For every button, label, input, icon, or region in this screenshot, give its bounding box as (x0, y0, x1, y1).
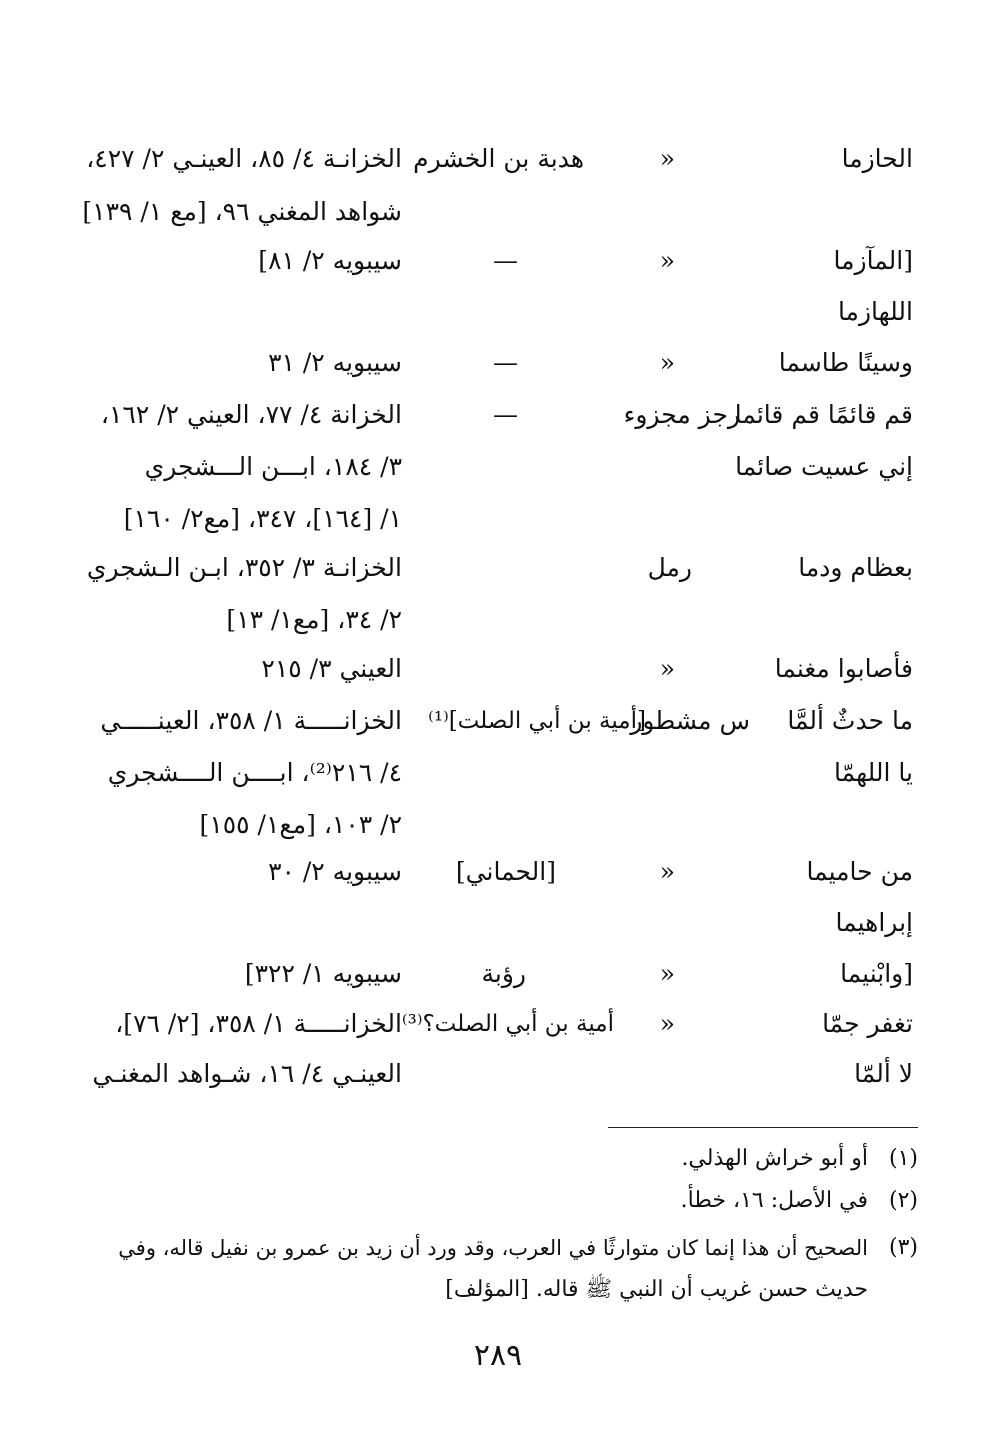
meter-cell: رمل (647, 553, 692, 582)
verse-cell: لا ألمّا (854, 1059, 913, 1088)
source-line: الخزانـة ٣/ ٣٥٢، ابـن الـشجري (86, 553, 402, 582)
poet-cell: — (493, 246, 518, 275)
page-number: ٢٨٩ (473, 1338, 523, 1373)
source-line: سيبويه ٢/ ٣١ (268, 348, 402, 377)
source-line: سيبويه ١/ ٣٢٢] (244, 959, 402, 988)
source-line: سيبويه ٢/ ٣٠ (268, 857, 402, 886)
verse-cell: بعظام ودما (798, 553, 913, 582)
poet-cell: رؤبة (481, 959, 526, 988)
source-line: ٢/ ١٠٣، [مع١/ ١٥٥] (199, 810, 402, 839)
footnote-number: (٣) (888, 1235, 918, 1260)
verse-cell: قم قائمًا قم قائما (734, 400, 913, 429)
verse-cell: [المآزما (833, 246, 913, 275)
verse-cell: الحازما (841, 144, 913, 173)
footnote-text: في الأصل: ١٦، خطأ. (680, 1188, 868, 1213)
meter-cell: س مشطور (630, 706, 750, 735)
verse-cell: إبراهيما (835, 908, 913, 937)
meter-cell: « (659, 246, 675, 275)
footnote-text: الصحيح أن هذا إنما كان متوارثًا في العرب، وقد ورد أن زيد بن عمرو بن نفيل قاله، وفي (118, 1236, 868, 1260)
meter-cell: رجز مجزوء (623, 400, 740, 429)
meter-cell: « (659, 1009, 675, 1038)
footnote-number: (٢) (888, 1188, 918, 1213)
footnote-text: أو أبو خراش الهذلي. (681, 1146, 868, 1171)
verse-cell: اللهازما (837, 297, 913, 326)
source-line: ٤/ ٢١٦⁽²⁾، ابــــن الــــشجري (107, 758, 402, 787)
source-line: ١/ [١٦٤]، ٣٤٧، [مع٢/ ١٦٠] (123, 504, 402, 533)
source-line: ٢/ ٣٤، [مع١/ ١٣] (226, 605, 402, 634)
verse-cell: تغفر جمّا (822, 1009, 913, 1038)
footnote-text: حديث حسن غريب أن النبي ﷺ قاله. [المؤلف] (445, 1277, 868, 1302)
poet-cell: — (493, 400, 518, 429)
meter-cell: « (659, 654, 675, 683)
source-line: شواهد المغني ٩٦، [مع ١/ ١٣٩] (82, 197, 402, 226)
verse-cell: ما حدثٌ ألمَّا (787, 706, 913, 735)
source-line: ٣/ ١٨٤، ابـــن الـــشجري (144, 452, 402, 481)
source-line: سيبويه ٢/ ٨١] (258, 246, 402, 275)
source-line: الخزانـــــة ١/ ٣٥٨، العينـــــي (100, 706, 402, 735)
verse-cell: [وابْنيما (840, 959, 913, 988)
source-line: العيني ٣/ ٢١٥ (261, 654, 402, 683)
verse-cell: إني عسيت صائما (735, 452, 913, 481)
footnote-number: (١) (888, 1146, 918, 1171)
poet-cell: [الحماني] (455, 857, 556, 886)
poet-cell: هدبة بن الخشرم (413, 144, 584, 173)
poet-cell: أمية بن أبي الصلت؟⁽³⁾ (401, 1011, 614, 1037)
verse-cell: من حاميما (806, 857, 913, 886)
poet-cell: [أمية بن أبي الصلت]⁽¹⁾ (428, 708, 646, 734)
source-line: الخزانـة ٤/ ٨٥، العينـي ٢/ ٤٢٧، (86, 144, 402, 173)
poet-cell: — (493, 348, 518, 377)
source-line: الخزانـــــة ١/ ٣٥٨، [٢/ ٧٦]، (115, 1009, 402, 1038)
verse-cell: وسينًا طاسما (778, 348, 913, 377)
footnote-separator (608, 1127, 918, 1128)
source-line: الخزانة ٤/ ٧٧، العيني ٢/ ١٦٢، (100, 400, 402, 429)
meter-cell: « (659, 857, 675, 886)
meter-cell: « (659, 348, 675, 377)
verse-cell: فأصابوا مغنما (774, 654, 913, 683)
meter-cell: « (659, 144, 675, 173)
verse-cell: يا اللهمّا (834, 758, 913, 787)
meter-cell: « (659, 959, 675, 988)
source-line: العينـي ٤/ ١٦، شـواهد المغنـي (92, 1059, 402, 1088)
